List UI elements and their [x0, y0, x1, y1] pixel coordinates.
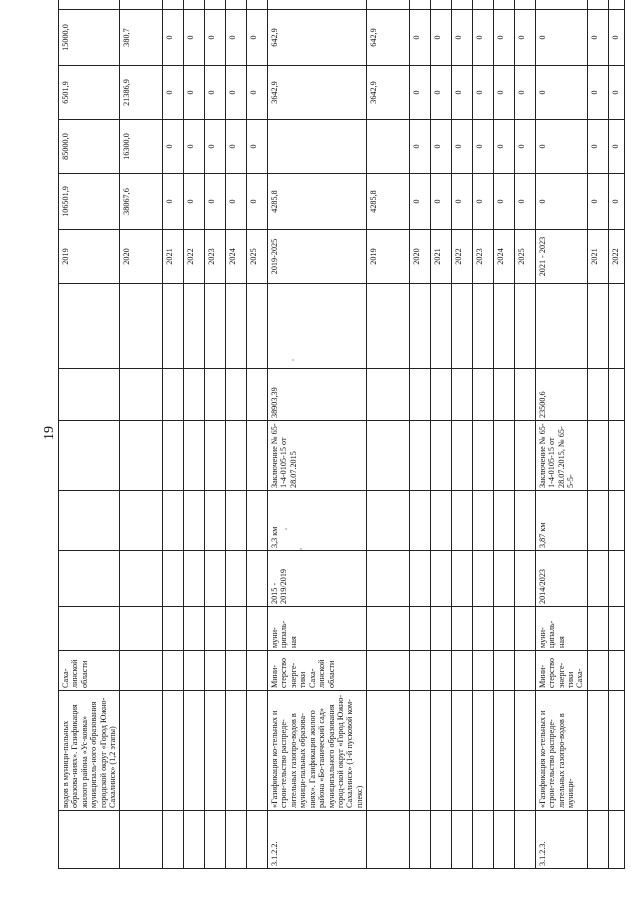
table-cell: 2024 — [226, 230, 247, 284]
table-cell — [514, 491, 535, 551]
table-cell: 3,87 км — [535, 491, 587, 551]
table-cell: 0 — [184, 10, 205, 66]
table-cell: 0 — [409, 120, 430, 174]
table-cell: Заключение № 65-1-4-0105-15 от 28.07.2015, № 65-5-5- — [535, 421, 587, 491]
table-cell — [367, 551, 410, 607]
table-cell: 0 — [451, 66, 472, 120]
table-cell — [163, 369, 184, 421]
table-cell — [205, 651, 226, 691]
table-row — [451, 0, 472, 869]
table-cell: 0 — [205, 66, 226, 120]
table-cell: 0 — [472, 120, 493, 174]
table-cell: 0 — [184, 66, 205, 120]
table-cell: «Газификация ко-тельных и строи-тельство распреде-лительных газопро-водов в муници- — [535, 691, 587, 811]
table-cell: 0 — [493, 66, 514, 120]
table-cell: 0 — [472, 66, 493, 120]
table-cell — [268, 120, 367, 174]
table-cell: 2021 - 2023 — [535, 230, 587, 284]
table-cell — [587, 421, 608, 491]
table-cell — [184, 491, 205, 551]
table-cell — [587, 691, 608, 811]
table-cell — [514, 0, 535, 10]
table-cell: 6501,9 — [59, 66, 120, 120]
table-cell — [451, 651, 472, 691]
table-cell — [472, 369, 493, 421]
table-cell: 0 — [514, 10, 535, 66]
table-cell — [451, 491, 472, 551]
table-cell — [451, 369, 472, 421]
table-cell: 0 — [451, 174, 472, 230]
table-cell — [430, 0, 451, 10]
table-cell: 0 — [247, 66, 268, 120]
table-cell — [514, 421, 535, 491]
table-cell — [430, 651, 451, 691]
table-cell — [120, 0, 163, 10]
table-cell — [59, 811, 120, 869]
table-cell — [587, 811, 608, 869]
table-cell — [184, 0, 205, 10]
table-cell — [247, 607, 268, 651]
table-cell — [163, 0, 184, 10]
table-cell — [608, 811, 624, 869]
table-cell — [226, 421, 247, 491]
table-cell: Заключение № 65-1-4-0105-15 от 28.07.2015 — [268, 421, 367, 491]
table-cell — [608, 691, 624, 811]
table-cell: 2014/2023 — [535, 551, 587, 607]
table-cell — [205, 491, 226, 551]
table-cell — [59, 0, 120, 10]
table-row — [514, 0, 535, 869]
table-cell — [430, 491, 451, 551]
table-cell — [409, 811, 430, 869]
table-cell: Мини-стерство энерге-тики Саха-линской области — [268, 651, 367, 691]
table-cell — [120, 551, 163, 607]
table-cell — [409, 369, 430, 421]
table-cell: 0 — [587, 120, 608, 174]
table-cell — [409, 491, 430, 551]
table-cell — [247, 0, 268, 10]
table-row — [535, 0, 587, 869]
table-cell: 0 — [409, 174, 430, 230]
table-cell — [472, 691, 493, 811]
table-cell — [184, 551, 205, 607]
table-cell: 0 — [493, 10, 514, 66]
table-cell: 2020 — [409, 230, 430, 284]
table-cell — [120, 369, 163, 421]
table-cell: 3,3 км — [268, 491, 367, 551]
table-cell: 21386,9 — [120, 66, 163, 120]
table-cell: 2023 — [205, 230, 226, 284]
table-cell: 16300,0 — [120, 120, 163, 174]
table-cell: 0 — [247, 174, 268, 230]
table-cell: 0 — [163, 10, 184, 66]
table-cell: 0 — [608, 10, 624, 66]
table-cell: 15000,0 — [59, 10, 120, 66]
table-cell: 0 — [535, 120, 587, 174]
table-cell: 0 — [430, 66, 451, 120]
table-cell — [205, 811, 226, 869]
table-row — [608, 0, 624, 869]
table-cell — [184, 651, 205, 691]
table-cell — [367, 421, 410, 491]
table-row — [409, 0, 430, 869]
table-cell — [472, 651, 493, 691]
table-cell: 0 — [430, 174, 451, 230]
table-cell: 0 — [430, 10, 451, 66]
table-cell — [226, 369, 247, 421]
table-cell — [451, 607, 472, 651]
table-cell — [514, 651, 535, 691]
table-cell — [451, 551, 472, 607]
table-cell: 0 — [608, 120, 624, 174]
table-cell: 0 — [184, 174, 205, 230]
table-cell: 2022 — [184, 230, 205, 284]
table-row — [59, 0, 120, 869]
table-cell — [367, 0, 410, 10]
table-cell: 0 — [608, 174, 624, 230]
table-cell: 2022 — [608, 230, 624, 284]
table-cell — [184, 607, 205, 651]
table-cell — [163, 607, 184, 651]
table-cell — [587, 551, 608, 607]
table-cell — [226, 691, 247, 811]
table-cell — [59, 491, 120, 551]
table-row — [493, 0, 514, 869]
table-cell — [608, 369, 624, 421]
table-cell: 0 — [226, 120, 247, 174]
table-cell: 2023 — [472, 230, 493, 284]
table-cell: 0 — [472, 174, 493, 230]
table-cell — [493, 551, 514, 607]
table-cell — [59, 421, 120, 491]
table-cell: 0 — [247, 10, 268, 66]
table-cell — [184, 421, 205, 491]
table-cell — [247, 421, 268, 491]
table-cell: 2019-2025 — [268, 230, 367, 284]
table-cell — [451, 421, 472, 491]
table-cell — [608, 284, 624, 369]
table-cell — [205, 607, 226, 651]
table-cell — [226, 607, 247, 651]
table-cell — [226, 651, 247, 691]
table-cell: 85000,0 — [59, 120, 120, 174]
table-cell — [514, 811, 535, 869]
table-cell — [430, 421, 451, 491]
table-cell — [226, 811, 247, 869]
table-cell: 0 — [587, 66, 608, 120]
table-cell — [472, 284, 493, 369]
table-cell — [247, 691, 268, 811]
table-row — [472, 0, 493, 869]
page-number: 19 — [42, 426, 57, 440]
table-cell: Мини-стерство энерге-тики Саха- — [535, 651, 587, 691]
table-cell: водов в муници-пальных образова-ниях». Газификация жилого района «Ус-ковка» муниципаль-ного образования городской округ «Город Южно-Сахалинск» (1,2 этапы) — [59, 691, 120, 811]
table-cell — [451, 691, 472, 811]
table-cell: 38067,6 — [120, 174, 163, 230]
table-cell — [430, 691, 451, 811]
table-cell — [493, 651, 514, 691]
table-cell — [120, 491, 163, 551]
table-cell: 0 — [205, 10, 226, 66]
table-row — [367, 0, 410, 869]
table-cell: 0 — [205, 174, 226, 230]
table-cell: 2015 - 2019/2019 — [268, 551, 367, 607]
table-cell — [587, 491, 608, 551]
table-cell: 0 — [535, 174, 587, 230]
table-cell — [587, 0, 608, 10]
table-cell: 0 — [247, 120, 268, 174]
table-cell — [608, 607, 624, 651]
table-cell — [163, 691, 184, 811]
table-cell — [493, 284, 514, 369]
table-cell: 2020 — [120, 230, 163, 284]
table-cell — [367, 120, 410, 174]
table-cell — [535, 0, 587, 10]
table-cell — [247, 551, 268, 607]
table-cell: 0 — [163, 66, 184, 120]
table-cell: 0 — [535, 10, 587, 66]
table-row — [247, 0, 268, 869]
table-cell — [514, 551, 535, 607]
table-cell — [430, 551, 451, 607]
table-cell — [247, 811, 268, 869]
table-cell: 2019 — [367, 230, 410, 284]
table-cell — [367, 607, 410, 651]
table-cell — [514, 691, 535, 811]
table-cell — [587, 651, 608, 691]
table-row — [184, 0, 205, 869]
table-cell — [163, 551, 184, 607]
table-cell — [120, 811, 163, 869]
table-cell — [430, 284, 451, 369]
table-cell — [205, 421, 226, 491]
table-cell — [493, 691, 514, 811]
table-cell: 0 — [205, 120, 226, 174]
table-cell: 2021 — [587, 230, 608, 284]
table-cell: 4285,8 — [268, 174, 367, 230]
table-row — [163, 0, 184, 869]
table-cell — [367, 691, 410, 811]
table-cell: 0 — [535, 66, 587, 120]
table-cell: 0 — [163, 174, 184, 230]
table-cell: 2019 — [59, 230, 120, 284]
table-cell: 0 — [587, 10, 608, 66]
table-cell: муни-ципаль-ная — [535, 607, 587, 651]
table-row — [430, 0, 451, 869]
table-cell: 0 — [587, 174, 608, 230]
table-cell: 380,7 — [120, 10, 163, 66]
table-cell: 2024 — [493, 230, 514, 284]
table-cell — [367, 284, 410, 369]
table-row — [587, 0, 608, 869]
table-cell — [472, 421, 493, 491]
table-cell — [493, 421, 514, 491]
table-cell: «Газификация ко-тельных и строи-тельство распреде-лительных газопро-водов в муници-пальных образова-ниях». Газификация жилого района «Бо-танический сад» муниципального образования город-ской округ «Город Южно-Сахалинск» (1-й пусковой ком-плекс) — [268, 691, 367, 811]
table-cell: 0 — [608, 66, 624, 120]
table-cell — [608, 421, 624, 491]
table-cell — [493, 369, 514, 421]
table-cell — [205, 0, 226, 10]
table-cell: 0 — [409, 10, 430, 66]
table-cell: 3642,9 — [268, 66, 367, 120]
table-cell: 0 — [226, 10, 247, 66]
table-cell — [587, 284, 608, 369]
table-cell — [472, 607, 493, 651]
table-cell — [451, 0, 472, 10]
table-cell — [608, 651, 624, 691]
table-cell — [268, 0, 367, 10]
table-cell: 0 — [430, 120, 451, 174]
table-cell — [205, 284, 226, 369]
table-row — [226, 0, 247, 869]
table-cell: 0 — [451, 10, 472, 66]
table-cell — [451, 284, 472, 369]
table-cell — [409, 651, 430, 691]
table-cell — [163, 421, 184, 491]
table-cell: 642,9 — [367, 10, 410, 66]
table-cell — [247, 651, 268, 691]
table-cell: 0 — [409, 66, 430, 120]
table-cell — [120, 651, 163, 691]
table-cell: 23500,6 — [535, 369, 587, 421]
table-cell: 3.1.2.2. — [268, 811, 367, 869]
table-cell: 0 — [514, 174, 535, 230]
table-cell: 0 — [472, 10, 493, 66]
table-cell: Саха-линской области — [59, 651, 120, 691]
table-cell — [163, 491, 184, 551]
table-cell — [451, 811, 472, 869]
table-cell — [472, 551, 493, 607]
table-cell — [59, 369, 120, 421]
table-cell — [514, 607, 535, 651]
table-cell: 0 — [493, 174, 514, 230]
table-cell — [205, 691, 226, 811]
table-cell — [493, 811, 514, 869]
table-cell: 0 — [451, 120, 472, 174]
table-cell: 38903,39 — [268, 369, 367, 421]
table-cell: 0 — [514, 66, 535, 120]
table-cell — [430, 607, 451, 651]
table-cell — [409, 607, 430, 651]
table-cell — [409, 551, 430, 607]
table-cell — [163, 811, 184, 869]
table-cell — [472, 491, 493, 551]
table-cell — [205, 369, 226, 421]
table-cell: 3.1.2.3. — [535, 811, 587, 869]
table-cell — [409, 0, 430, 10]
table-cell — [587, 369, 608, 421]
table-cell — [472, 0, 493, 10]
table-cell — [409, 284, 430, 369]
table-cell — [587, 607, 608, 651]
table-cell: 2021 — [430, 230, 451, 284]
table-cell — [163, 651, 184, 691]
table-cell — [409, 421, 430, 491]
table-row — [268, 0, 367, 869]
table-cell: 642,9 — [268, 10, 367, 66]
table-cell: 106501,9 — [59, 174, 120, 230]
table-cell — [608, 551, 624, 607]
table-cell: 0 — [493, 120, 514, 174]
table-cell: 0 — [184, 120, 205, 174]
table-cell: 2025 — [514, 230, 535, 284]
table-cell: 2022 — [451, 230, 472, 284]
table-cell — [184, 691, 205, 811]
table-cell — [247, 284, 268, 369]
table-cell — [226, 551, 247, 607]
table-cell — [163, 284, 184, 369]
table-cell — [226, 491, 247, 551]
table-cell: 0 — [226, 66, 247, 120]
table-row — [205, 0, 226, 869]
table-cell — [367, 651, 410, 691]
table-cell: 0 — [226, 174, 247, 230]
table-cell — [226, 0, 247, 10]
table-cell — [367, 369, 410, 421]
table-cell — [367, 811, 410, 869]
table-cell — [472, 811, 493, 869]
table-cell — [120, 607, 163, 651]
table-cell — [247, 369, 268, 421]
rotated-table-wrapper — [58, 24, 620, 869]
table-cell: 3642,9 — [367, 66, 410, 120]
table-cell — [59, 551, 120, 607]
table-cell — [184, 369, 205, 421]
table-cell — [268, 284, 367, 369]
table-cell — [59, 284, 120, 369]
table-cell — [59, 607, 120, 651]
table-cell — [535, 284, 587, 369]
table-cell — [226, 284, 247, 369]
table-cell: муни-ципаль-ная — [268, 607, 367, 651]
table-cell — [608, 0, 624, 10]
table-cell: 4285,8 — [367, 174, 410, 230]
table-cell — [184, 811, 205, 869]
table-cell — [120, 421, 163, 491]
table-cell — [514, 369, 535, 421]
table-cell: 0 — [163, 120, 184, 174]
table-cell — [493, 607, 514, 651]
table-cell — [493, 0, 514, 10]
program-table — [58, 0, 625, 869]
table-cell: 2025 — [247, 230, 268, 284]
table-cell — [493, 491, 514, 551]
table-cell — [608, 491, 624, 551]
table-cell — [205, 551, 226, 607]
table-cell — [120, 691, 163, 811]
table-cell — [514, 284, 535, 369]
table-row — [120, 0, 163, 869]
table-cell — [120, 284, 163, 369]
table-cell — [247, 491, 268, 551]
table-cell: 0 — [514, 120, 535, 174]
table-cell — [409, 691, 430, 811]
table-cell — [184, 284, 205, 369]
table-cell — [367, 491, 410, 551]
table-cell — [430, 369, 451, 421]
table-cell — [430, 811, 451, 869]
table-cell: 2021 — [163, 230, 184, 284]
table-body — [59, 0, 625, 869]
